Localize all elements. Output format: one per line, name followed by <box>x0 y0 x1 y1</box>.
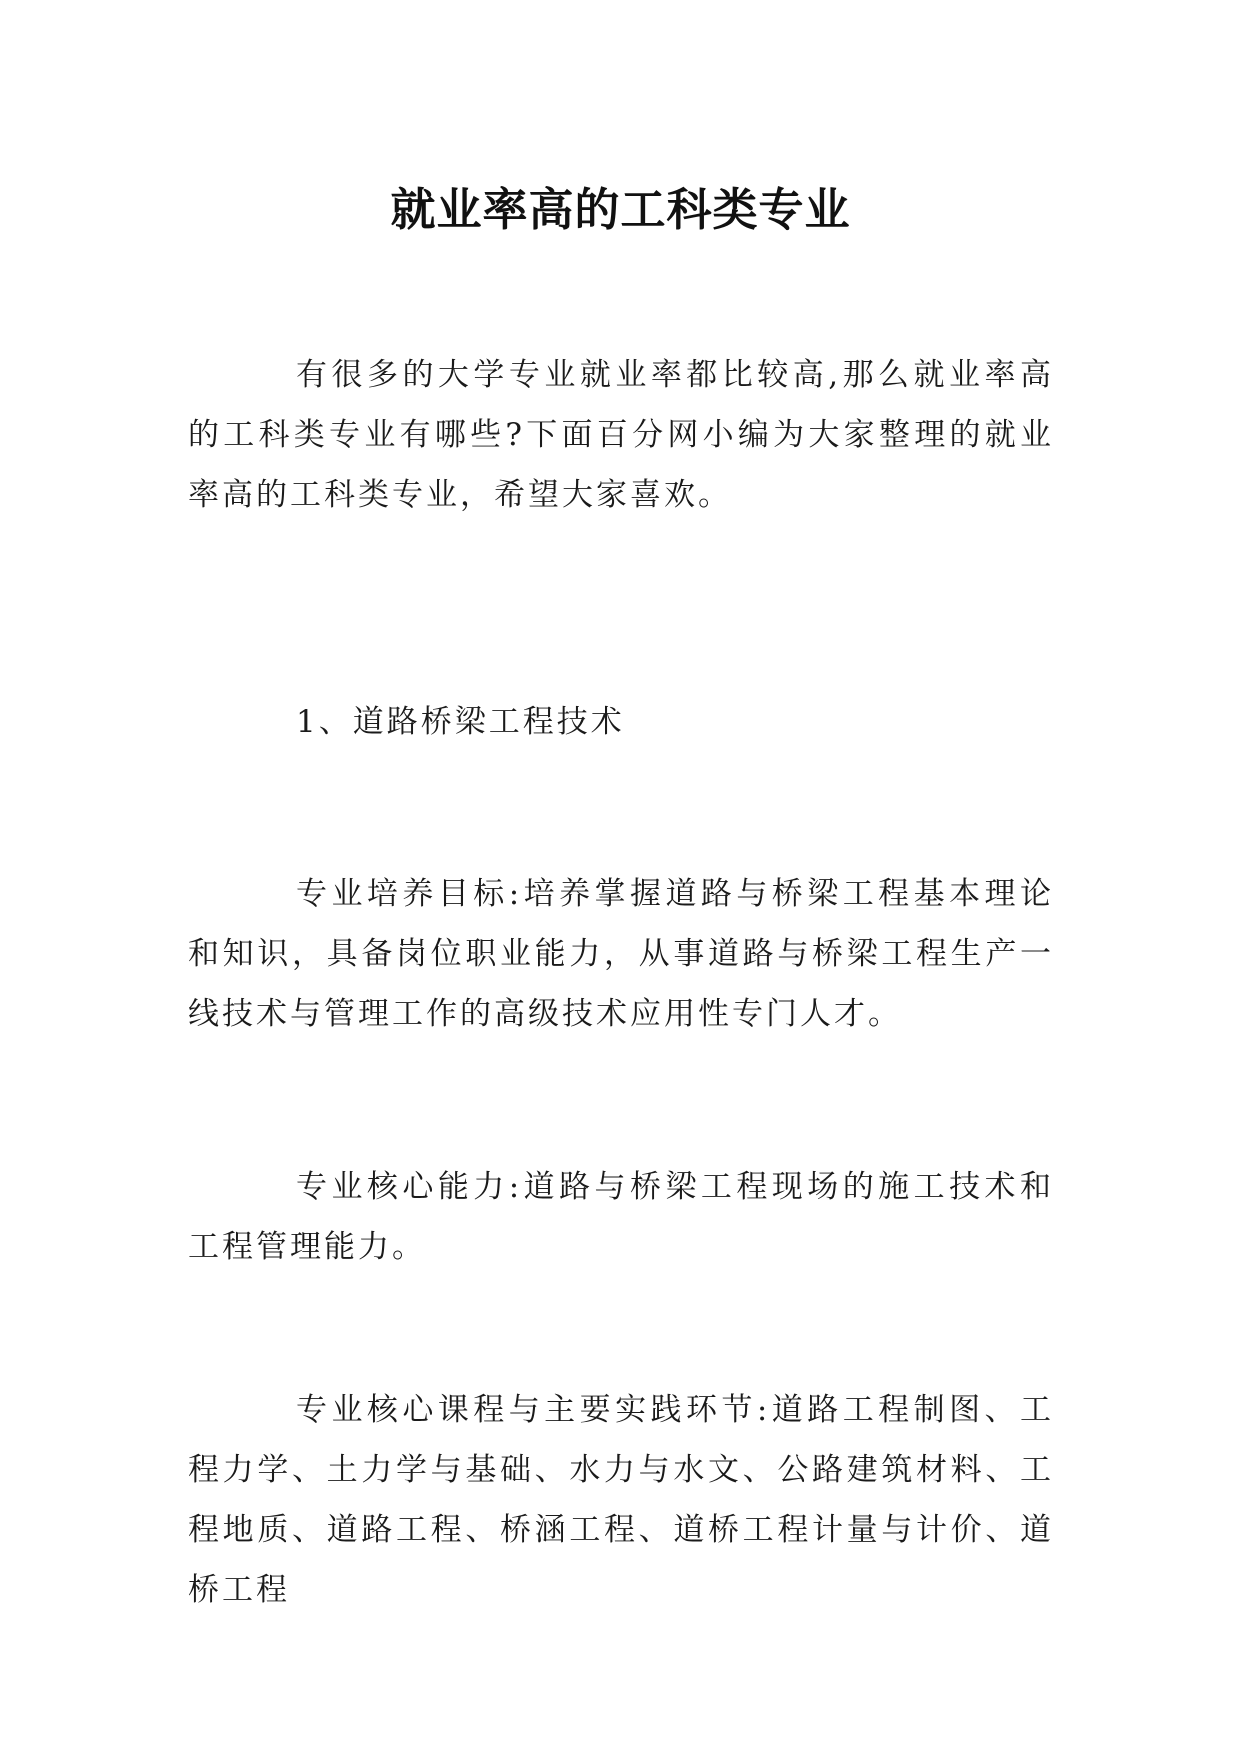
section-heading: 1、道路桥梁工程技术 <box>296 704 625 740</box>
core-courses-paragraph: 专业核心课程与主要实践环节:道路工程制图、工程力学、土力学与基础、水力与水文、公路建筑材料、工程地质、道路工程、桥涵工程、道桥工程计量与计价、道桥工程 <box>188 1392 1054 1608</box>
training-goal-paragraph: 专业培养目标:培养掌握道路与桥梁工程基本理论和知识，具备岗位职业能力，从事道路与桥梁工程生产一线技术与管理工作的高级技术应用性专门人才。 <box>188 876 1054 1032</box>
intro-paragraph: 有很多的大学专业就业率都比较高,那么就业率高的工科类专业有哪些?下面百分网小编为大家整理的就业率高的工科类专业，希望大家喜欢。 <box>188 357 1054 513</box>
document-title: 就业率高的工科类专业 <box>390 183 851 237</box>
core-ability-paragraph: 专业核心能力:道路与桥梁工程现场的施工技术和工程管理能力。 <box>188 1169 1054 1265</box>
